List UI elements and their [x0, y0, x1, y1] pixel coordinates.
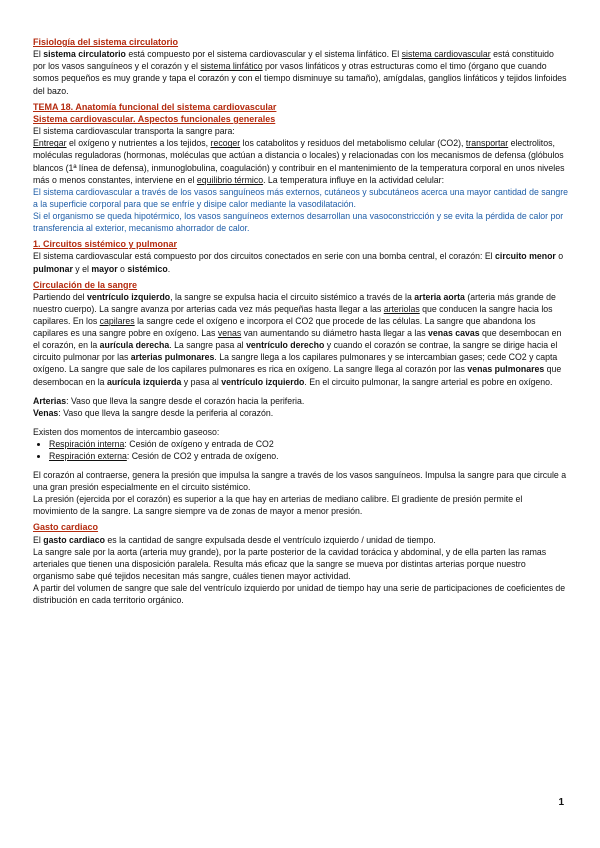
vasoconstriccion-paragraph: Si el organismo se queda hipotérmico, los vasos sanguíneos externos desarrollan una vasoconstricción y se evita la pérdida de calor por transferencia al exterior, mecanismo ahorrador de calor.	[33, 210, 564, 234]
intro-paragraph: El sistema circulatorio está compuesto por el sistema cardiovascular y el sistema linfático. El sistema cardiovascular está constituido por los vasos sanguíneos y el corazón y el sistema linfático por vasos linfáticos y otras estructuras como el timo (órgano que cuando somos pequeños es muy grande y tapa el corazón y con el tiempo disminuye su tamaño), amígdalas, ganglios linfáticos y tejidos linfoides del bazo.	[33, 49, 567, 96]
presion-paragraph-2: La presión (ejercida por el corazón) es superior a la que hay en arterias de mediano calibre. El gradiente de presión permite el movimiento de la sangre. La sangre siempre va de zonas de mayor a menor presión.	[33, 494, 523, 517]
circulacion-paragraph: Partiendo del ventrículo izquierdo, la sangre se expulsa hacia el circuito sistémico a través de la arteria aorta (arteria más grande de nuestro cuerpo). La sangre avanza por arterias cada vez más pequeñas hasta llegar a las arteriolas que conducen la sangre hacia los capilares. En los capilares la sangre cede el oxígeno e incorpora el CO2 que procede de las células. La sangre que abandona los capilares es una sangre pobre en oxígeno. Las venas van aumentando su diámetro hasta llegar a las venas cavas que desembocan en el corazón, en la aurícula derecha. La sangre pasa al ventrículo derecho y cuando el corazón se contrae, la sangre se dirige hacia el circuito pulmonar por las arterias pulmonares. La sangre llega a los capilares pulmonares y se intercambian gases; cede CO2 y capta oxígeno. La sangre que sale de los capilares pulmonares es rica en oxígeno. La sangre llega al corazón por las venas pulmonares que desembocan en la aurícula izquierda y pasa al ventrículo izquierdo. En el circuito pulmonar, la sangre arterial es pobre en oxígeno.	[33, 291, 562, 387]
definicion-venas: Venas: Vaso que lleva la sangre desde la periferia al corazón.	[33, 407, 274, 418]
tema-heading: TEMA 18. Anatomía funcional del sistema cardiovascular	[33, 101, 277, 112]
gasto-paragraph-3: A partir del volumen de sangre que sale del ventrículo izquierdo por unidad de tiempo hay una serie de participaciones de coeficientes de distribución en cada territorio orgánico.	[33, 583, 566, 606]
document-title: Fisiología del sistema circulatorio	[33, 37, 179, 47]
circuitos-paragraph: El sistema cardiovascular está compuesto por dos circuitos conectados en serie con una bomba central, el corazón: El circuito menor o pulmonar y el mayor o sistémico.	[33, 251, 564, 274]
intercambio-list	[33, 438, 568, 462]
vasodilatacion-paragraph: El sistema cardiovascular a través de los vasos sanguíneos más externos, cutáneos y subcutáneos acerca una mayor cantidad de sangre a la superficie corporal para que se enfríe y disipe calor mediante la vasodilatación.	[33, 186, 569, 209]
section-heading-circulacion: Circulación de la sangre	[33, 279, 138, 290]
gasto-paragraph-1: El gasto cardiaco es la cantidad de sangre expulsada desde el ventrículo izquierdo / unidad de tiempo.	[33, 534, 436, 545]
page-number: 1	[558, 797, 564, 808]
transporta-paragraph: El sistema cardiovascular transporta la sangre para:	[33, 126, 235, 137]
definicion-arterias: Arterias: Vaso que lleva la sangre desde el corazón hacia la periferia.	[33, 395, 305, 406]
section-heading-aspectos: Sistema cardiovascular. Aspectos funcionales generales	[33, 113, 276, 124]
section-heading-circuitos: 1. Circuitos sistémico y pulmonar	[33, 239, 178, 250]
list-item: • Respiración interna: Cesión de oxígeno y entrada de CO2	[49, 438, 568, 450]
momentos-paragraph: Existen dos momentos de intercambio gaseoso:	[33, 426, 220, 437]
presion-paragraph-1: El corazón al contraerse, genera la presión que impulsa la sangre a través de los vasos sanguíneos. Impulsa la sangre para que circule a una gran presión especialmente en el circuito sistémico.	[33, 470, 567, 493]
section-heading-gasto: Gasto cardiaco	[33, 522, 99, 533]
list-item: • Respiración externa: Cesión de CO2 y entrada de oxígeno.	[49, 450, 568, 462]
gasto-paragraph-2: La sangre sale por la aorta (arteria muy grande), por la parte posterior de la cavidad torácica y abdominal, y de ella parten las ramas arteriales que tienen una disposición paralela. Resulta más eficaz que la sangre se mueva por distintas arterias porque nuestro organismo sabe qué tejidos necesitan más sangre, cuáles tienen mayor actividad.	[33, 546, 547, 582]
funciones-paragraph: Entregar el oxígeno y nutrientes a los tejidos, recoger los catabolitos y residuos del metabolismo celular (CO2), transportar electrolitos, moléculas reguladoras (hormonas, moléculas que actúan a distancia o locales) y relacionadas con los mecanismos de defensa (glóbulos blancos (1ª línea de defensa), inmunoglobulina, coagulación) y contribuir en el mantenimiento de la temperatura corporal en unos niveles más o menos constantes, interviene en el equilibrio térmico. La temperatura influye en la actividad celular:	[33, 138, 565, 185]
